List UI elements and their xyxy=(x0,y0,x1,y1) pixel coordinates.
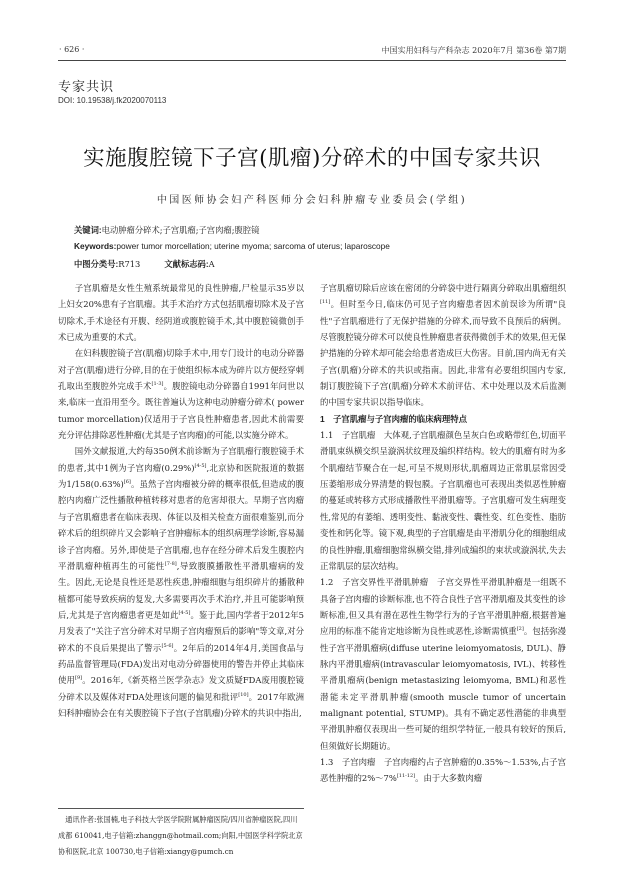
right-column xyxy=(320,280,566,787)
classification-line xyxy=(74,258,215,270)
citation[interactable]: [6] xyxy=(123,479,131,486)
keywords-chinese xyxy=(74,224,259,236)
paragraph: 子宫肌瘤是女性生殖系统最常见的良性肿瘤,尸检显示35岁以上妇女20%患有子宫肌瘤。其手术治疗方式包括肌瘤切除术及子宫切除术,手术途径有开腹、经阴道或腹腔镜手术,其中腹腔镜微创手术已成为重要的术式。 xyxy=(58,283,304,343)
paragraph: 国外文献报道,大约每350例术前诊断为子宫肌瘤行腹腔镜手术的患者,其中1例为子宫肉瘤(0.29%)[4-5],北京协和医院报道的数据为1/158(0.63%)[6]。虽然子宫肉瘤被分碎的概率很低,但造成的腹腔内肉瘤广泛性播散种植转移对患者的危害却很大。早期子宫肉瘤与子宫肌瘤患者在临床表现、体征以及相关检查方面很难鉴别,而分碎术后的组织碎片又会影响子宫肿瘤标本的组织病理学诊断,容易漏诊子宫肉瘤。另外,即使是子宫肌瘤,也存在经分碎术后发生腹腔内平滑肌瘤种植再生的可能性[7-8],导致腹膜播散性平滑肌瘤病的发生。因此,无论是良性还是恶性疾患,肿瘤细胞与组织碎片的播散种植都可能导致疾病的复发,大多需要再次手术治疗,并且可能影响预后,尤其是子宫肉瘤患者更是如此[4-5]。鉴于此,国内学者于2012年5月发表了"关注子宫分碎术对早期子宫肉瘤预后的影响"等文章,对分碎术的不良后果提出了警示[5-6]。2年后的2014年4月,美国食品与药品监督管理局(FDA)发出对电动分碎器使用的警告并停止其临床使用[9]。2016年,《新英格兰医学杂志》发文质疑FDA废用腹腔镜分碎术以及媒体对FDA处理该问题的偏见和批评[10]。2017年欧洲妇科肿瘤协会在有关腹腔镜下子宫(子宫肌瘤)分碎术的共识中指出, xyxy=(58,446,304,718)
subsection-heading: 1.3 子宫肉瘤 xyxy=(320,756,376,767)
corresponding-author-footnote xyxy=(58,812,304,860)
keywords-en-value: power tumor morcellation; uterine myoma; sarcoma of uterus; laparoscope xyxy=(116,241,390,251)
citation[interactable]: [5-6] xyxy=(161,642,174,649)
doc-code-value: A xyxy=(208,259,215,269)
subsection-heading: 1.2 子宫交界性平滑肌肿瘤 xyxy=(320,577,429,588)
footnote-text: 通讯作者:张国楠,电子科技大学医学院附属肿瘤医院/四川省肿瘤医院,四川 成都 610041,电子信箱:zhanggn@hotmail.com;向阳,中国医学科学院北京协和医院,北京 100730,电子信箱:xiangy@pumch.cn xyxy=(58,815,303,856)
keywords-en-label: Keywords: xyxy=(74,241,117,251)
doc-code-label: 文献标志码: xyxy=(164,259,209,269)
keywords-english xyxy=(74,241,390,251)
paragraph: 在妇科腹腔镜子宫(肌瘤)切除手术中,用专门设计的电动分碎器对子宫(肌瘤)进行分碎,目的在于使组织标本成为碎片以方便经穿刺孔取出至腹腔外完成手术[1-3]。腹腔镜电动分碎器自1991年问世以来,临床一直沿用至今。既往普遍认为这种电动肿瘤分碎术( power tumor morcellation)仅适用于子宫良性肿瘤患者,因此术前需要充分评估排除恶性肿瘤(尤其是子宫肉瘤)的可能,以实施分碎术。 xyxy=(58,348,304,441)
citation[interactable]: [7-8] xyxy=(164,561,177,568)
author-line: 中国医师协会妇产科医师分会妇科肿瘤专业委员会(学组) xyxy=(156,195,468,206)
citation[interactable]: [2] xyxy=(516,626,524,633)
citation[interactable]: [4-5] xyxy=(178,610,191,617)
citation[interactable]: [10] xyxy=(238,691,249,698)
doi[interactable]: DOI: 10.19538/j.fk2020070113 xyxy=(58,96,167,105)
running-head: 中国实用妇科与产科杂志 2020年7月 第36卷 第7期 xyxy=(381,46,566,55)
section-label: 专家共识 xyxy=(58,80,115,95)
keywords-value: 电动肿瘤分碎术;子宫肌瘤;子宫肉瘤;腹腔镜 xyxy=(101,225,260,235)
citation[interactable]: [11] xyxy=(320,299,331,306)
keywords-label: 关键词: xyxy=(74,225,102,235)
paragraph: 子宫肌瘤切除后应该在密闭的分碎袋中进行隔离分碎取出肌瘤组织[11]。但时至今日,临床仍可见子宫肉瘤患者因术前误诊为所谓"良性"子宫肌瘤进行了无保护措施的分碎术,而导致不良预后的病例。尽管腹腔镜分碎术可以使良性肿瘤患者获得微创手术的效果,但无保护措施的分碎术却可能会给患者造成巨大伤害。目前,国内尚无有关子宫(肌瘤)分碎术的共识或指南。因此,非常有必要组织国内专家,制订腹腔镜下子宫(肌瘤)分碎术术前评估、术中处理以及术后监测的中国专家共识以指导临床。 xyxy=(320,283,566,408)
page-number: · 626 · xyxy=(59,45,85,54)
citation[interactable]: [11-12] xyxy=(396,773,416,780)
article-title: 实施腹腔镜下子宫(肌瘤)分碎术的中国专家共识 xyxy=(83,146,541,171)
citation[interactable]: [1-3] xyxy=(151,381,164,388)
section-heading: 1 子宫肌瘤与子宫肉瘤的临床病理特点 xyxy=(320,413,468,424)
clc-label: 中图分类号: xyxy=(74,259,119,269)
paragraph: 1.3 子宫肉瘤 子宫肉瘤约占子宫肿瘤的0.35%～1.53%,占子宫恶性肿瘤的2%～7%[11-12]。由于大多数肉瘤 xyxy=(320,756,566,784)
citation[interactable]: [4-5] xyxy=(194,462,207,469)
subsection-heading: 1.1 子宫肌瘤 xyxy=(320,430,376,441)
clc-value: R713 xyxy=(118,259,141,269)
paragraph: 1.1 子宫肌瘤 大体观,子宫肌瘤颜色呈灰白色或略带红色,切面平滑肌束纵横交织呈漩涡状纹理及编织样结构。较大的肌瘤有时为多个肌瘤结节聚合在一起,可呈不规则形状,肌瘤周边正常肌层常因受压萎缩形成分界清楚的假包膜。子宫肌瘤也可表现出类似恶性肿瘤的蔓延或转移方式形成播散性平滑肌瘤等。子宫肌瘤可发生病理变性,常见的有萎缩、透明变性、黏液变性、囊性变、红色变性、脂肪变性和钙化等。镜下观,典型的子宫肌瘤是由平滑肌分化的细胞组成的良性肿瘤,肌瘤细胞常纵横交错,排列成编织的束状或漩涡状,失去正常肌层的层次结构。 xyxy=(320,430,566,571)
left-column xyxy=(58,280,304,721)
citation[interactable]: [9] xyxy=(75,675,83,682)
paragraph: 1.2 子宫交界性平滑肌肿瘤 子宫交界性平滑肌肿瘤是一组既不具备子宫肉瘤的诊断标准,也不符合良性子宫平滑肌瘤及其变性的诊断标准,但又具有潜在恶性生物学行为的子宫平滑肌肿瘤,根据普遍应用的标准不能肯定地诊断为良性或恶性,诊断需慎重[2]。包括弥漫性子宫平滑肌瘤病(diffuse uterine leiomyomatosis, DUL)、静脉内平滑肌瘤病(intravascular leiomyomatosis, IVL)、转移性平滑肌瘤病(benign metastasizing leiomyoma, BML)和恶性潜能未定平滑肌肿瘤(smooth muscle tumor of uncertain malignant potential, STUMP)。具有不确定恶性潜能的非典型平滑肌肿瘤仅表现出一些可疑的组织学特征,一般具有较好的预后,但须做好长期随访。 xyxy=(320,577,567,751)
header-rule xyxy=(58,60,566,61)
footnote-rule xyxy=(58,808,304,809)
